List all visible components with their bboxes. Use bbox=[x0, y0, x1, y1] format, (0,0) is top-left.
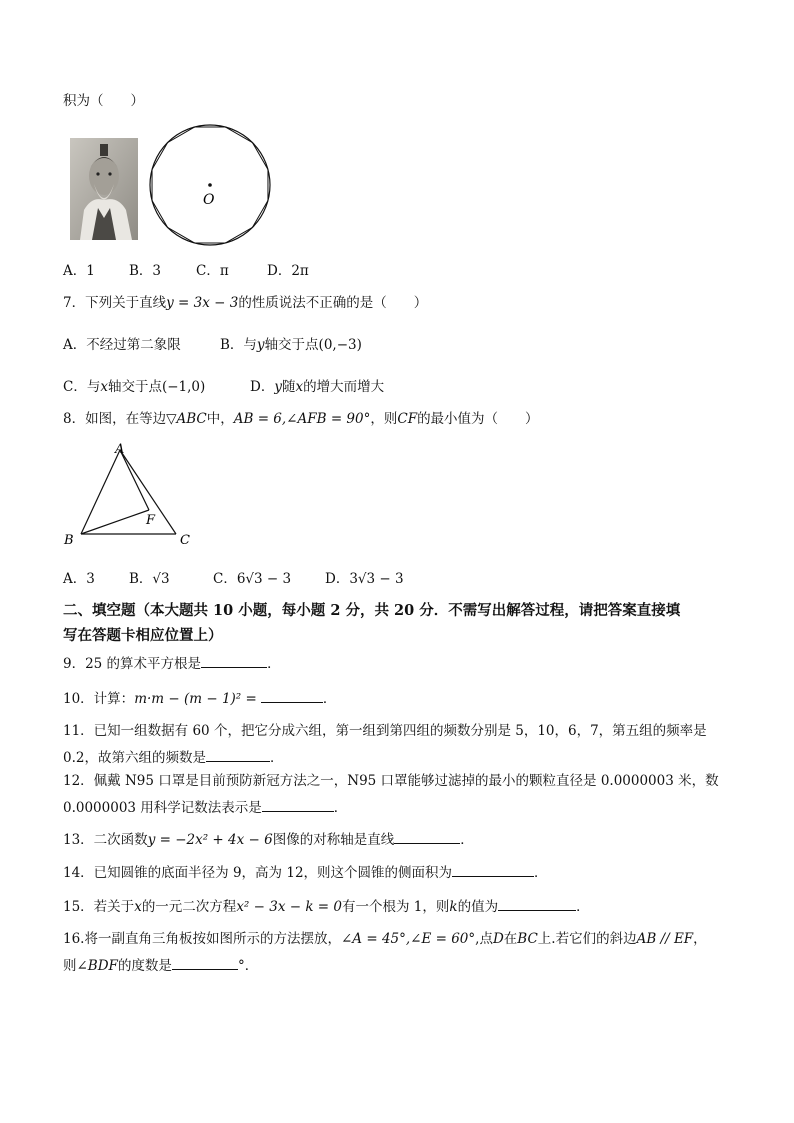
q8-option-d[interactable]: D．3√3 − 3 bbox=[325, 571, 404, 587]
q14-text: 14．已知圆锥的底面半径为 9，高为 12，则这个圆锥的侧面积为 bbox=[63, 865, 453, 881]
q7-equation: y = 3x − 3 bbox=[166, 295, 239, 311]
q16-mid2: 在 bbox=[503, 931, 518, 947]
q10-expression: m·m − (m − 1)² = bbox=[134, 691, 257, 707]
q13-expression: y = −2x² + 4x − 6 bbox=[147, 832, 273, 848]
q13-stem bbox=[63, 829, 474, 849]
q10-stem bbox=[63, 688, 336, 708]
q16-var-bc: BC bbox=[517, 931, 538, 947]
q9-end: ． bbox=[267, 656, 281, 672]
q7-option-d-pre: D． bbox=[250, 379, 275, 395]
q12-line1: 12．佩戴 N95 口罩是目前预防新冠方法之一，N95 口罩能够过滤掉的最小的颗粒直径是 0.0000003 米，数 bbox=[63, 773, 719, 789]
q16-pre: 16.将一副直角三角板按如图所示的方法摆放， bbox=[63, 931, 341, 947]
q16-mid: ,点 bbox=[475, 931, 493, 947]
q16-line2 bbox=[63, 955, 258, 975]
q13-answer-blank[interactable] bbox=[394, 829, 460, 844]
q10-answer-blank[interactable] bbox=[261, 688, 323, 703]
q7-options-row1 bbox=[63, 336, 362, 354]
q14-stem bbox=[63, 862, 548, 882]
circle-dodecagon-figure bbox=[146, 122, 274, 248]
q7-stem-post: 的性质说法不正确的是（ ） bbox=[238, 295, 428, 311]
q6-option-b[interactable]: B．3 bbox=[129, 263, 162, 279]
label-f: F bbox=[146, 513, 156, 528]
q8-stem-end: 的最小值为（ ） bbox=[417, 411, 539, 427]
q14-answer-blank[interactable] bbox=[452, 862, 534, 877]
q12-line2 bbox=[63, 797, 347, 817]
q14-end: ． bbox=[534, 865, 548, 881]
q7-option-b-pre: B．与 bbox=[220, 337, 257, 353]
q8-stem-mid: 中， bbox=[206, 411, 234, 427]
q8-triangle: ▽ABC bbox=[166, 411, 207, 427]
q15-answer-blank[interactable] bbox=[498, 896, 576, 911]
q7-option-d-var1: y bbox=[274, 379, 282, 395]
section2-heading-line2: 写在答题卡相应位置上） bbox=[63, 627, 223, 644]
q7-option-d-var2: x bbox=[295, 379, 304, 395]
q6-stem-tail: 积为（ ） bbox=[63, 93, 144, 109]
q8-condition: AB = 6,∠AFB = 90° bbox=[233, 411, 371, 427]
center-label-o: O bbox=[203, 192, 215, 208]
q16-line2-post: 的度数是 bbox=[117, 958, 172, 974]
q16-post: 上.若它们的斜边 bbox=[537, 931, 637, 947]
q7-stem-pre: 7．下列关于直线 bbox=[63, 295, 167, 311]
q9-text: 9．25 的算术平方根是 bbox=[63, 656, 202, 672]
q13-pre: 13．二次函数 bbox=[63, 832, 148, 848]
q15-equation: x² − 3x − k = 0 bbox=[236, 899, 342, 915]
q6-option-d[interactable]: D．2π bbox=[267, 263, 309, 279]
q7-options-row2 bbox=[63, 378, 384, 396]
q9-answer-blank[interactable] bbox=[201, 653, 267, 668]
segment-ab bbox=[81, 450, 120, 534]
label-c: C bbox=[180, 533, 190, 548]
q11-end: ． bbox=[269, 750, 284, 766]
q7-option-d-mid: 随 bbox=[281, 379, 296, 395]
q7-option-c[interactable] bbox=[63, 378, 250, 396]
q15-post: 有一个根为 1，则 bbox=[342, 899, 450, 915]
q9-stem bbox=[63, 653, 281, 673]
q16-line2-pre: 则 bbox=[63, 958, 77, 974]
q16-answer-blank[interactable] bbox=[172, 955, 238, 970]
q16-angle-bdf: ∠BDF bbox=[76, 958, 118, 974]
q15-var-x: x bbox=[134, 899, 142, 915]
q12-end: ． bbox=[333, 800, 348, 816]
q10-pre: 10．计算： bbox=[63, 691, 135, 707]
q12-answer-blank[interactable] bbox=[262, 797, 334, 812]
q7-option-b-post: 轴交于点(0,−3) bbox=[264, 337, 362, 353]
q12-line2-text: 0.0000003 用科学记数法表示是 bbox=[63, 800, 262, 816]
q7-stem bbox=[63, 294, 427, 312]
segment-bf bbox=[81, 510, 149, 534]
q7-option-c-post: 轴交于点(−1,0) bbox=[107, 379, 206, 395]
portrait-image bbox=[70, 138, 138, 240]
q8-stem-post: ，则 bbox=[370, 411, 398, 427]
segment-af bbox=[120, 450, 149, 510]
label-a: A bbox=[115, 442, 125, 457]
q6-option-a[interactable]: A．1 bbox=[63, 263, 95, 279]
q8-stem-pre: 8．如图，在等边 bbox=[63, 411, 167, 427]
q11-line2-text: 0.2，故第六组的频数是 bbox=[63, 750, 206, 766]
section2-heading-line1: 二、填空题（本大题共 10 小题，每小题 2 分，共 20 分．不需写出解答过程，请把答案直接填 bbox=[63, 602, 681, 619]
center-point bbox=[208, 183, 212, 187]
q13-post: 图像的对称轴是直线 bbox=[272, 832, 395, 848]
q8-option-b[interactable]: B．√3 bbox=[129, 571, 170, 587]
q15-stem bbox=[63, 896, 590, 916]
q8-options bbox=[63, 570, 404, 588]
q15-post2: 的值为 bbox=[457, 899, 499, 915]
q13-end: ． bbox=[460, 832, 474, 848]
q11-line1: 11．已知一组数据有 60 个，把它分成六组，第一组到第四组的频数分别是 5，10，6，7，第五组的频率是 bbox=[63, 723, 707, 739]
q8-option-a[interactable]: A．3 bbox=[63, 571, 95, 587]
q7-option-c-pre: C．与 bbox=[63, 379, 101, 395]
q15-pre: 15．若关于 bbox=[63, 899, 135, 915]
q7-option-a[interactable]: A．不经过第二象限 bbox=[63, 337, 181, 353]
q6-options bbox=[63, 262, 309, 280]
q7-option-d[interactable] bbox=[250, 378, 384, 396]
q7-option-b[interactable] bbox=[220, 336, 362, 354]
q16-end1: ， bbox=[693, 931, 707, 947]
q16-line1 bbox=[63, 930, 707, 948]
q15-mid: 的一元二次方程 bbox=[141, 899, 237, 915]
q8-option-c[interactable]: C．6√3 − 3 bbox=[213, 571, 292, 587]
q8-stem bbox=[63, 410, 539, 428]
q7-option-d-post: 的增大而增大 bbox=[303, 379, 385, 395]
q7-option-c-var: x bbox=[100, 379, 108, 395]
q11-answer-blank[interactable] bbox=[206, 747, 270, 762]
q15-var-k: k bbox=[449, 899, 458, 915]
q15-end: ． bbox=[576, 899, 590, 915]
q16-condition: ∠A = 45°,∠E = 60° bbox=[340, 931, 476, 947]
q10-end: ． bbox=[322, 691, 337, 707]
q16-line2-end: °． bbox=[237, 958, 259, 974]
triangle-figure bbox=[60, 440, 200, 552]
q7-option-b-var: y bbox=[256, 337, 265, 353]
q16-parallel-expr: AB // EF bbox=[636, 931, 694, 947]
q16-var-d: D bbox=[492, 931, 504, 947]
q11-line2 bbox=[63, 747, 283, 767]
label-b: B bbox=[64, 533, 74, 548]
q8-var-cf: CF bbox=[397, 411, 418, 427]
q6-option-c[interactable]: C．π bbox=[196, 263, 229, 279]
